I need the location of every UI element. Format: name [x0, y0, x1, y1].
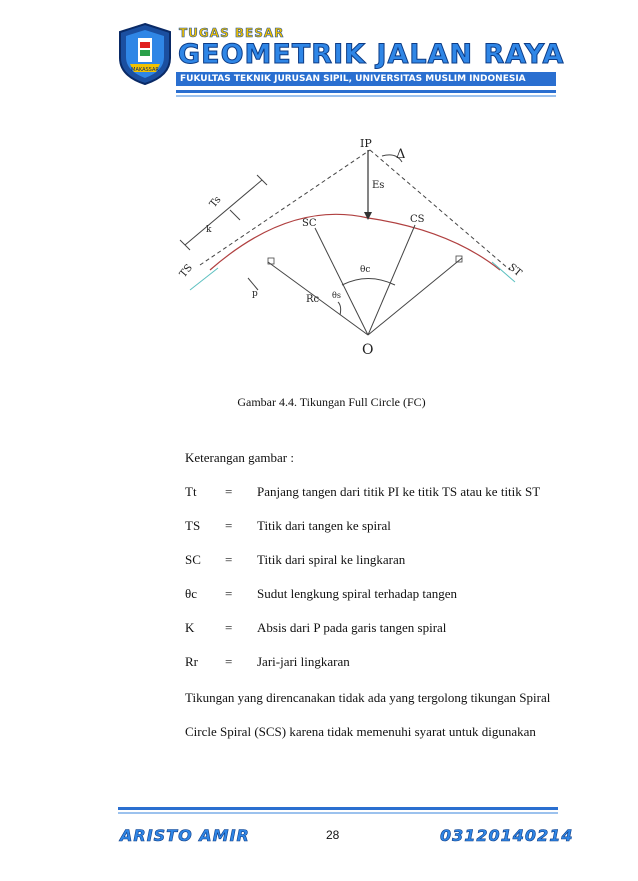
ts-dimension-line — [185, 180, 262, 245]
definition-equals: = — [225, 484, 233, 499]
label-theta-c: θc — [360, 265, 371, 275]
radius-cs — [368, 225, 415, 335]
label-ts-point: TS — [177, 262, 195, 280]
header-title: GEOMETRIK JALAN RAYA — [178, 39, 565, 70]
definition-equals: = — [225, 654, 233, 669]
definition-equals: = — [225, 586, 233, 601]
header-rule — [176, 90, 556, 93]
definition-symbol: K — [185, 620, 195, 635]
paragraph-line-2: Circle Spiral (SCS) karena tidak memenuhi syarat untuk digunakan — [185, 724, 536, 739]
header-subtitle: TUGAS BESAR — [179, 26, 285, 40]
definition-equals: = — [225, 620, 233, 635]
definition-row — [185, 654, 585, 672]
label-cs: CS — [410, 214, 425, 225]
tangent-line-left — [200, 150, 370, 265]
label-rc: Rc — [306, 294, 320, 305]
label-sc: SC — [302, 218, 317, 229]
header-institution: FUKULTAS TEKNIK JURUSAN SIPIL, UNIVERSITAS MUSLIM INDONESIA — [180, 74, 526, 84]
label-ip: IP — [360, 137, 372, 150]
footer-author-name: ARISTO AMIR — [120, 826, 250, 845]
definition-text: Absis dari P pada garis tangen spiral — [257, 620, 447, 635]
definition-text: Titik dari spiral ke lingkaran — [257, 552, 406, 567]
figure-caption: Gambar 4.4. Tikungan Full Circle (FC) — [237, 395, 426, 409]
label-st-point: ST — [506, 261, 524, 279]
radius-right — [368, 258, 462, 335]
definition-row — [185, 620, 585, 638]
label-theta-s: θs — [332, 291, 341, 300]
footer-rule — [118, 807, 558, 810]
definition-symbol: θc — [185, 586, 197, 601]
definition-text: Sudut lengkung spiral terhadap tangen — [257, 586, 458, 601]
definition-row — [185, 484, 585, 502]
logo-text: MAKASSAR — [131, 67, 159, 73]
k-dimension-tick — [230, 210, 240, 220]
definition-symbol: Tt — [185, 484, 197, 499]
label-k: k — [206, 225, 212, 235]
definition-symbol: Rr — [185, 654, 198, 669]
definition-text: Titik dari tangen ke spiral — [257, 518, 391, 533]
label-o: O — [362, 342, 374, 358]
label-delta: Δ — [396, 147, 406, 162]
page-header — [0, 0, 638, 120]
university-logo — [116, 22, 174, 86]
theta-c-arc — [342, 279, 395, 286]
keterangan-title: Keterangan gambar : — [185, 450, 295, 465]
radius-sc — [315, 228, 371, 335]
label-p: p — [252, 289, 258, 299]
definition-symbol: TS — [185, 518, 201, 533]
paragraph-line-1: Tikungan yang direncanakan tidak ada yang tergolong tikungan Spiral — [185, 690, 551, 705]
spiral-extension-left — [190, 268, 218, 290]
page-number: 28 — [326, 828, 340, 842]
label-es: Es — [372, 180, 385, 191]
label-ts-top: Ts — [207, 194, 224, 210]
definition-text: Jari-jari lingkaran — [257, 654, 350, 669]
footer-student-id: 03120140214 — [440, 826, 574, 845]
definition-equals: = — [225, 518, 233, 533]
tangent-line-right — [370, 150, 510, 270]
definition-row — [185, 518, 585, 536]
full-circle-curve-diagram — [170, 130, 530, 365]
definition-text: Panjang tangen dari titik PI ke titik TS atau ke titik ST — [257, 484, 541, 499]
header-rule-light — [176, 95, 556, 97]
definition-equals: = — [225, 552, 233, 567]
definition-symbol: SC — [185, 552, 201, 567]
footer-rule-light — [118, 812, 558, 814]
definition-row — [185, 552, 585, 570]
definition-row — [185, 586, 585, 604]
